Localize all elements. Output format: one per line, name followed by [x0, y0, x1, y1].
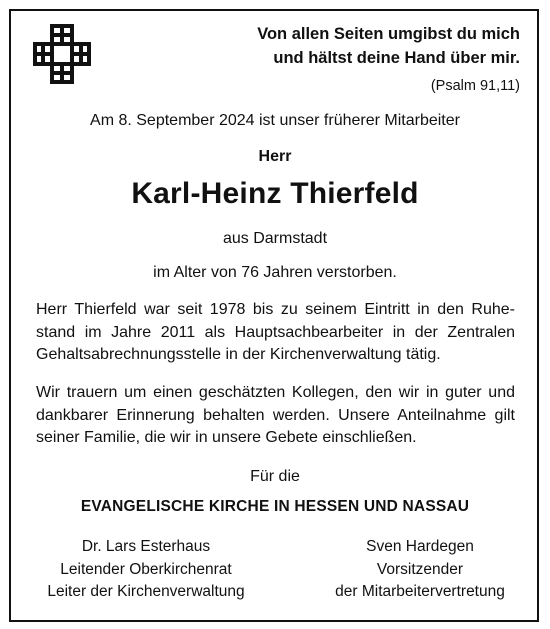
deceased-name: Karl-Heinz Thierfeld [131, 177, 419, 210]
for-label: Für die [250, 468, 300, 485]
signatory-title: Leitender Oberkirchenrat [60, 560, 232, 578]
signatory-name: Dr. Lars Esterhaus [81, 538, 211, 555]
career-paragraph: Herr Thierfeld war seit 1978 bis zu seinem Eintritt in den Ruhestand im Jahre 2011 als Hauptsachbearbeiter in der Zentralen Gehaltsabrechnungsstelle in der Kirchenverwaltung tätig. [36, 301, 515, 363]
signature-right [300, 536, 540, 604]
intro-text: Am 8. September 2024 ist unser früherer Mitarbeiter [90, 112, 460, 129]
signature-left [26, 536, 266, 604]
cross-emblem-icon [32, 23, 92, 85]
organization-name: EVANGELISCHE KIRCHE IN HESSEN UND NASSAU [80, 498, 470, 515]
origin-text: aus Darmstadt [222, 230, 328, 247]
psalm-quote [257, 22, 520, 70]
signatory-title: der Mitarbeitervertretung [335, 583, 505, 600]
psalm-reference: (Psalm 91,11) [430, 78, 520, 94]
signatory-title: Leiter der Kirchenverwaltung [47, 583, 245, 600]
honorific: Herr [258, 148, 292, 165]
signatory-name: Sven Hardegen [366, 538, 474, 555]
age-text: im Alter von 76 Jahren verstorben. [153, 264, 397, 281]
quote-line-1: Von allen Seiten umgibst du mich [257, 25, 520, 43]
quote-line-2: und hältst deine Hand über mir. [273, 49, 520, 67]
condolence-paragraph: Wir trauern um einen geschätzten Kollegen, den wir in guter und dankbarer Erinnerung behalten werden. Unsere Anteilnahme gilt seiner Familie, die wir in unsere Gebete einschließen. [36, 384, 515, 446]
signatory-title: Vorsitzender [376, 560, 464, 578]
